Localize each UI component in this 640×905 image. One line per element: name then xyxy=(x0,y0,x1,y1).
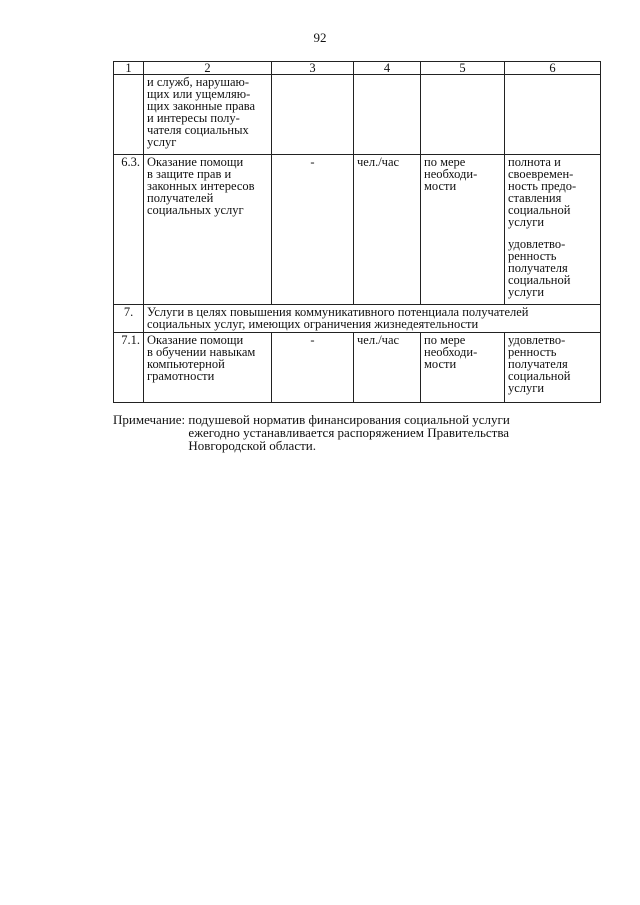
quality-indicator-completeness: полнота и своевремен- ность предо- ставления социальной услуги xyxy=(508,155,577,229)
footnote-label: Примечание: xyxy=(113,412,186,427)
standard-cell: - xyxy=(272,155,354,305)
header-cell: 4 xyxy=(354,62,421,75)
quality-cell: удовлетво- ренность получателя социальной услуги xyxy=(505,333,601,403)
services-table xyxy=(113,61,601,403)
frequency-cell: по мере необходи- мости xyxy=(421,333,505,403)
cell xyxy=(421,75,505,155)
footnote-line: Новгородской области. xyxy=(188,438,316,453)
table-row xyxy=(114,155,601,305)
footnote xyxy=(113,413,603,452)
quality-indicator-satisfaction: удовлетво- ренность получателя социальной услуги xyxy=(508,237,571,299)
section-number-cell: 7. xyxy=(114,305,144,333)
service-name-cell: Оказание помощи в защите прав и законных интересов получателей социальных услуг xyxy=(144,155,272,305)
row-number-cell xyxy=(114,75,144,155)
header-cell: 5 xyxy=(421,62,505,75)
table-row xyxy=(114,333,601,403)
table-header-row xyxy=(114,62,601,75)
service-name-cell: Оказание помощи в обучении навыкам компьютерной грамотности xyxy=(144,333,272,403)
standard-cell: - xyxy=(272,333,354,403)
footnote-line: ежегодно устанавливается распоряжением Правительства xyxy=(188,425,510,440)
header-cell: 1 xyxy=(114,62,144,75)
unit-cell: чел./час xyxy=(354,155,421,305)
cell xyxy=(505,75,601,155)
header-cell: 3 xyxy=(272,62,354,75)
quality-cell xyxy=(505,155,601,305)
cell xyxy=(354,75,421,155)
unit-cell: чел./час xyxy=(354,333,421,403)
footnote-text xyxy=(188,413,583,452)
table-row xyxy=(114,75,601,155)
section-title-cell: Услуги в целях повышения коммуникативного потенциала получателей социальных услуг, имеющих ограничения жизнедеятельности xyxy=(144,305,601,333)
footnote-line: подушевой норматив финансирования социальной услуги xyxy=(188,412,510,427)
service-name-cell: и служб, нарушаю- щих или ущемляю- щих законные права и интересы полу- чателя социальных услуг xyxy=(144,75,272,155)
row-number-cell: 6.3. xyxy=(114,155,144,305)
row-number-cell: 7.1. xyxy=(114,333,144,403)
frequency-cell: по мере необходи- мости xyxy=(421,155,505,305)
header-cell: 2 xyxy=(144,62,272,75)
page-number: 92 xyxy=(313,30,327,45)
cell xyxy=(272,75,354,155)
table-section-row xyxy=(114,305,601,333)
header-cell: 6 xyxy=(505,62,601,75)
